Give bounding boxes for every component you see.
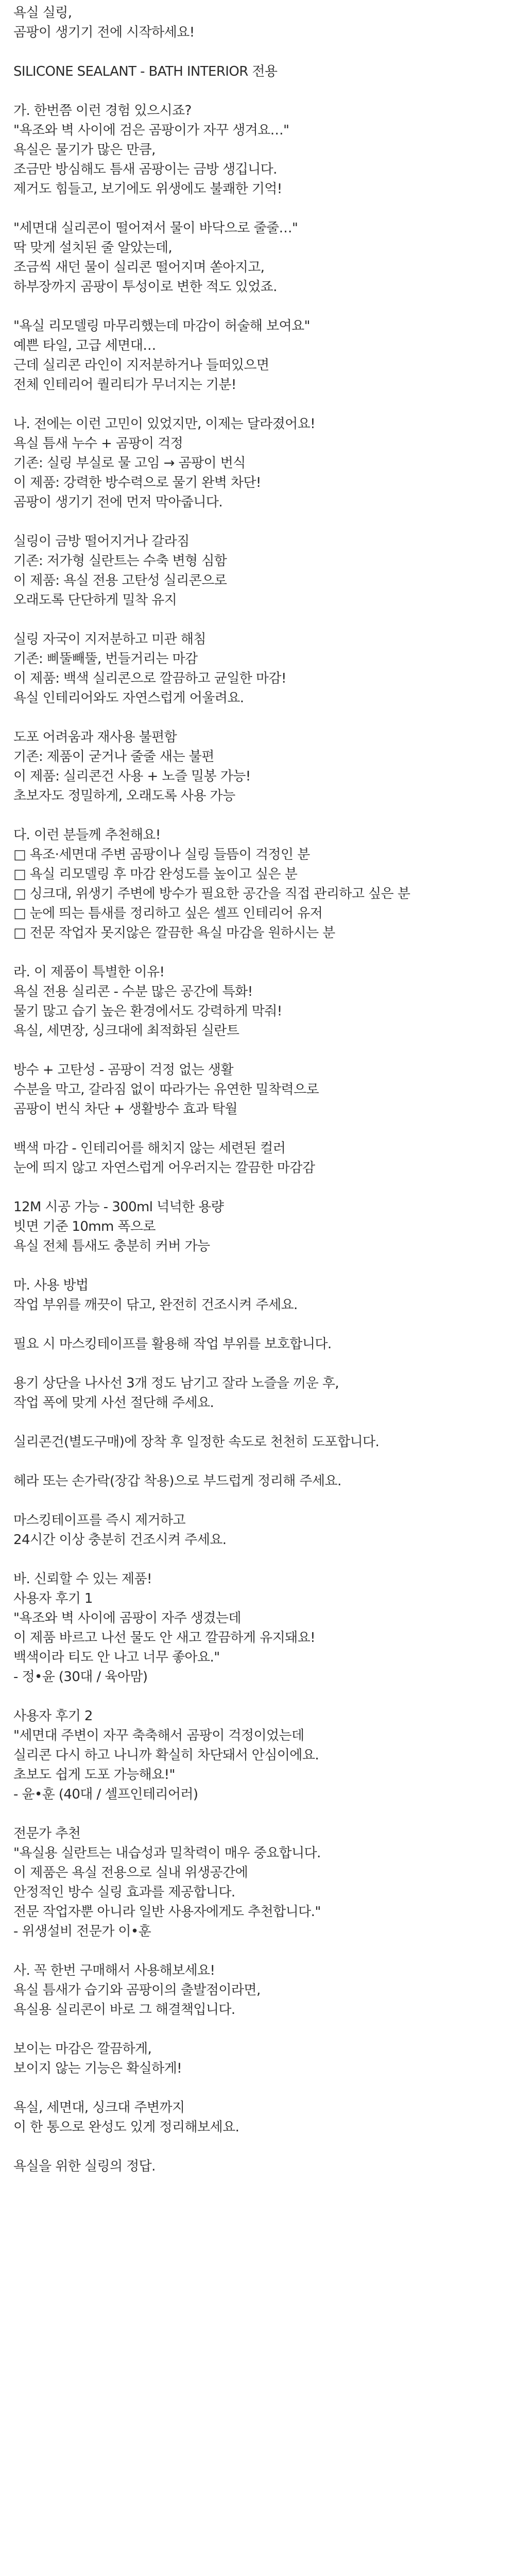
text-paragraph bbox=[13, 1374, 503, 1413]
text-line: 보이지 않는 기능은 확실하게! bbox=[13, 2061, 182, 2076]
text-line: 이 제품은 욕실 전용으로 실내 위생공간에 bbox=[13, 1865, 248, 1880]
text-line: - 위생설비 전문가 이•훈 bbox=[13, 1924, 151, 1939]
text-paragraph bbox=[13, 825, 503, 943]
text-line: "욕실 리모델링 마무리했는데 마감이 허술해 보여요" bbox=[13, 318, 310, 334]
text-paragraph bbox=[13, 1471, 503, 1491]
text-line: 24시간 이상 충분히 건조시켜 주세요. bbox=[13, 1532, 227, 1548]
text-paragraph bbox=[13, 101, 503, 199]
text-line: 헤라 또는 손가락(장갑 착용)으로 부드럽게 정리해 주세요. bbox=[13, 1473, 341, 1489]
text-line: "욕조와 벽 사이에 곰팡이 자주 생겼는데 bbox=[13, 1611, 241, 1626]
text-line: 욕실, 세면대, 싱크대 주변까지 bbox=[13, 2100, 185, 2115]
text-line: 12M 시공 가능 - 300ml 넉넉한 용량 bbox=[13, 1199, 224, 1215]
text-line: 실리콘건(별도구매)에 장착 후 일정한 속도로 천천히 도포합니다. bbox=[13, 1434, 380, 1450]
text-line: 욕실은 물기가 많은 만큼, bbox=[13, 142, 156, 158]
text-line: 욕실 전용 실리콘 - 수분 많은 공간에 특화! bbox=[13, 984, 253, 999]
text-paragraph bbox=[13, 1432, 503, 1452]
text-line: 욕실 인테리어와도 자연스럽게 어울려요. bbox=[13, 690, 244, 706]
text-line: 마. 사용 방법 bbox=[13, 1278, 89, 1293]
text-line: 나. 전에는 이런 고민이 있었지만, 이제는 달라졌어요! bbox=[13, 416, 315, 432]
text-line: 도포 어려움과 재사용 불편함 bbox=[13, 730, 177, 745]
text-line: 작업 폭에 맞게 사선 절단해 주세요. bbox=[13, 1395, 214, 1411]
text-line: 바. 신뢰할 수 있는 제품! bbox=[13, 1571, 152, 1587]
text-line: 작업 부위를 깨끗이 닦고, 완전히 건조시켜 주세요. bbox=[13, 1297, 298, 1313]
text-line: 곰팡이 생기기 전에 먼저 막아줍니다. bbox=[13, 495, 223, 510]
text-line: 용기 상단을 나사선 3개 정도 남기고 잘라 노즐을 끼운 후, bbox=[13, 1376, 339, 1391]
text-line: 기존: 삐뚤빼뚤, 번들거리는 마감 bbox=[13, 651, 198, 667]
text-paragraph bbox=[13, 1706, 503, 1804]
text-line: 백색이라 티도 안 나고 너무 좋아요." bbox=[13, 1650, 220, 1665]
text-line: 제거도 힘들고, 보기에도 위생에도 불쾌한 기억! bbox=[13, 181, 282, 197]
text-line: 이 제품: 강력한 방수력으로 물기 완벽 차단! bbox=[13, 475, 261, 490]
text-line: 곰팡이 번식 차단 + 생활방수 효과 탁월 bbox=[13, 1101, 237, 1117]
text-line: 기존: 제품이 굳거나 줄줄 새는 불편 bbox=[13, 749, 214, 765]
text-paragraph bbox=[13, 630, 503, 708]
text-line: 사용자 후기 1 bbox=[13, 1591, 93, 1606]
text-line: 실링이 금방 떨어지거나 갈라짐 bbox=[13, 534, 190, 549]
text-line: 딱 맞게 설치된 줄 알았는데, bbox=[13, 240, 172, 256]
text-line: 초보도 쉽게 도포 가능해요!" bbox=[13, 1767, 175, 1783]
text-paragraph bbox=[13, 1824, 503, 1941]
text-line: 사용자 후기 2 bbox=[13, 1708, 93, 1724]
text-line: "욕조와 벽 사이에 검은 곰팡이가 자꾸 생겨요…" bbox=[13, 123, 289, 138]
product-description-document bbox=[13, 0, 503, 2176]
text-line: "세면대 주변이 자꾸 축축해서 곰팡이 걱정이었는데 bbox=[13, 1728, 304, 1743]
text-paragraph bbox=[13, 727, 503, 806]
text-paragraph bbox=[13, 1060, 503, 1119]
text-line: 근데 실리콘 라인이 지저분하거나 들떠있으면 bbox=[13, 358, 269, 373]
text-line: 물기 많고 습기 높은 환경에서도 강력하게 막줘! bbox=[13, 1004, 282, 1019]
text-line: 초보자도 정밀하게, 오래도록 사용 가능 bbox=[13, 788, 235, 804]
text-line: 욕실 실링, bbox=[13, 5, 72, 21]
text-line: 곰팡이 생기기 전에 시작하세요! bbox=[13, 25, 195, 40]
text-line: 욕실 전체 틈새도 충분히 커버 가능 bbox=[13, 1239, 210, 1254]
text-line: 전문가 추천 bbox=[13, 1826, 81, 1841]
text-line: 전문 작업자뿐 아니라 일반 사용자에게도 추천합니다." bbox=[13, 1904, 321, 1920]
text-line: "세면대 실리콘이 떨어져서 물이 바닥으로 줄줄…" bbox=[13, 221, 298, 236]
text-line: 욕실 틈새가 습기와 곰팡이의 출발점이라면, bbox=[13, 1982, 261, 1998]
text-paragraph bbox=[13, 1961, 503, 2020]
text-paragraph bbox=[13, 1334, 503, 1354]
text-line: 이 한 통으로 완성도 있게 정리해보세요. bbox=[13, 2120, 239, 2135]
text-line: 조금만 방심해도 틈새 곰팡이는 금방 생깁니다. bbox=[13, 162, 277, 177]
text-line: 보이는 마감은 깔끔하게, bbox=[13, 2041, 152, 2057]
text-line: 이 제품: 욕실 전용 고탄성 실리콘으로 bbox=[13, 573, 227, 588]
text-line: 욕실 틈새 누수 + 곰팡이 걱정 bbox=[13, 436, 183, 451]
text-line: 백색 마감 - 인테리어를 해치지 않는 세련된 컬러 bbox=[13, 1141, 286, 1156]
text-paragraph bbox=[13, 414, 503, 512]
text-line: □ 전문 작업자 못지않은 깔끔한 욕실 마감을 원하시는 분 bbox=[13, 925, 335, 941]
text-line: 기존: 실링 부실로 물 고임 → 곰팡이 번식 bbox=[13, 455, 246, 471]
text-line: 조금씩 새던 물이 실리콘 떨어지며 쏟아지고, bbox=[13, 260, 265, 275]
text-line: 욕실, 세면장, 싱크대에 최적화된 실란트 bbox=[13, 1023, 239, 1039]
text-line: 이 제품 바르고 나선 물도 안 새고 깔끔하게 유지돼요! bbox=[13, 1630, 315, 1646]
text-line: 전체 인테리어 퀄리티가 무너지는 기분! bbox=[13, 377, 236, 393]
text-paragraph bbox=[13, 532, 503, 610]
text-line: 안정적인 방수 실링 효과를 제공합니다. bbox=[13, 1885, 235, 1900]
text-line: 다. 이런 분들께 추천해요! bbox=[13, 827, 161, 843]
text-line: 빗면 기준 10mm 폭으로 bbox=[13, 1219, 156, 1234]
text-paragraph bbox=[13, 962, 503, 1041]
text-line: 수분을 막고, 갈라짐 없이 따라가는 유연한 밀착력으로 bbox=[13, 1082, 319, 1097]
text-line: □ 싱크대, 위생기 주변에 방수가 필요한 공간을 직접 관리하고 싶은 분 bbox=[13, 886, 410, 902]
text-line: 사. 꼭 한번 구매해서 사용해보세요! bbox=[13, 1963, 215, 1978]
text-paragraph bbox=[13, 1197, 503, 1256]
text-line: 예쁜 타일, 고급 세면대… bbox=[13, 338, 156, 353]
text-paragraph bbox=[13, 1139, 503, 1178]
text-line: 눈에 띄지 않고 자연스럽게 어우러지는 깔끔한 마감감 bbox=[13, 1160, 315, 1176]
text-line: □ 욕조·세면대 주변 곰팡이나 실링 들뜸이 걱정인 분 bbox=[13, 847, 310, 862]
text-paragraph bbox=[13, 2039, 503, 2078]
text-line: □ 눈에 띄는 틈새를 정리하고 싶은 셀프 인테리어 유저 bbox=[13, 906, 323, 921]
text-line: 방수 + 고탄성 - 곰팡이 걱정 없는 생활 bbox=[13, 1062, 233, 1078]
text-line: 오래도록 단단하게 밀착 유지 bbox=[13, 592, 177, 608]
text-line: 실링 자국이 지저분하고 미관 해침 bbox=[13, 632, 206, 647]
text-line: 욕실을 위한 실링의 정답. bbox=[13, 2159, 156, 2174]
text-paragraph bbox=[13, 1276, 503, 1315]
text-line: - 윤•훈 (40대 / 셀프인테리어러) bbox=[13, 1787, 198, 1802]
text-line: "욕실용 실란트는 내습성과 밀착력이 매우 중요합니다. bbox=[13, 1845, 321, 1861]
text-line: 욕실용 실리콘이 바로 그 해결책입니다. bbox=[13, 2002, 235, 2018]
text-line: 하부장까지 곰팡이 투성이로 변한 적도 있었죠. bbox=[13, 279, 277, 295]
text-line: 이 제품: 백색 실리콘으로 깔끔하고 균일한 마감! bbox=[13, 671, 286, 686]
text-line: 필요 시 마스킹테이프를 활용해 작업 부위를 보호합니다. bbox=[13, 1336, 332, 1352]
text-paragraph bbox=[13, 2098, 503, 2137]
text-paragraph bbox=[13, 2157, 503, 2176]
text-line: 마스킹테이프를 즉시 제거하고 bbox=[13, 1513, 186, 1528]
text-paragraph bbox=[13, 1511, 503, 1550]
text-line: □ 욕실 리모델링 후 마감 완성도를 높이고 싶은 분 bbox=[13, 867, 298, 882]
text-paragraph bbox=[13, 1569, 503, 1687]
text-paragraph bbox=[13, 62, 503, 81]
text-line: 라. 이 제품이 특별한 이유! bbox=[13, 964, 165, 980]
text-line: 기존: 저가형 실란트는 수축 변형 심함 bbox=[13, 553, 227, 569]
text-line: 가. 한번쯤 이런 경험 있으시죠? bbox=[13, 103, 192, 118]
text-line: - 정•윤 (30대 / 육아맘) bbox=[13, 1669, 148, 1685]
text-paragraph bbox=[13, 3, 503, 42]
text-paragraph bbox=[13, 218, 503, 297]
text-line: 이 제품: 실리콘건 사용 + 노즐 밀봉 가능! bbox=[13, 769, 251, 784]
text-line: SILICONE SEALANT - BATH INTERIOR 전용 bbox=[13, 64, 278, 79]
text-paragraph bbox=[13, 316, 503, 395]
text-line: 실리콘 다시 하고 나니까 확실히 차단돼서 안심이에요. bbox=[13, 1748, 319, 1763]
